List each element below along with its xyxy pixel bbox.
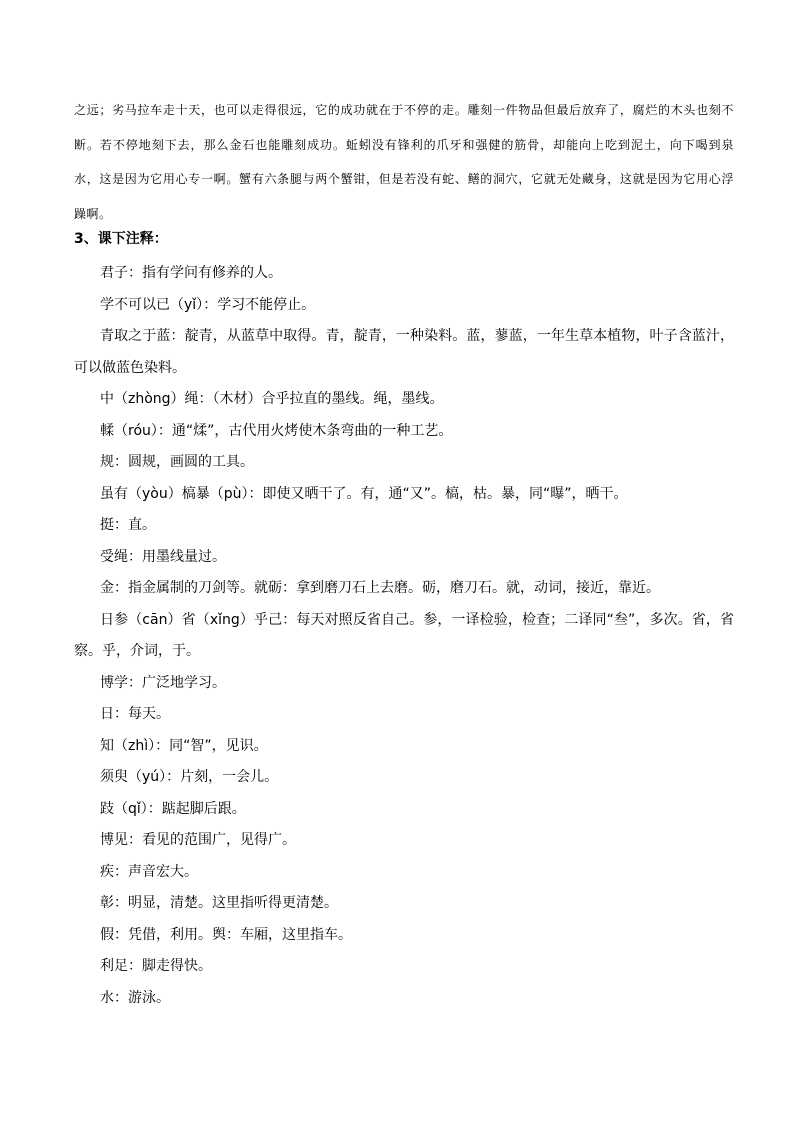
annotation-term: 假 <box>100 926 114 943</box>
annotation-definition: 同“智”，见识。 <box>169 737 268 754</box>
annotation-term: 金 <box>100 580 114 596</box>
annotation-item <box>74 321 734 384</box>
annotation-term: 受绳 <box>100 548 128 565</box>
annotation-definition: 靛青，从蓝草中取得。青，靛青，一种染料。蓝，蓼蓝，一年生草本植物，叶子含蓝汁，可以做蓝色染料。 <box>74 328 735 376</box>
annotation-item <box>74 290 734 322</box>
annotation-item <box>74 731 734 763</box>
annotation-term: 博学 <box>100 674 128 691</box>
annotation-term: 日参（cān）省（xǐng）乎己 <box>100 611 283 628</box>
annotation-separator: ： <box>128 958 142 974</box>
annotation-separator: ： <box>203 296 218 313</box>
annotation-definition: 每天对照反省自己。参，一译检验，检查；二译同“叁”，多次。省，省察。乎，介词，于。 <box>74 611 734 659</box>
annotation-item <box>74 447 734 479</box>
annotation-separator: ： <box>128 832 142 848</box>
annotation-definition: 踮起脚后跟。 <box>161 800 246 817</box>
annotation-term: 青取之于蓝 <box>100 328 171 344</box>
annotation-separator: ： <box>282 611 297 628</box>
annotation-definition: 脚走得快。 <box>142 958 212 974</box>
annotation-definition: 直。 <box>128 517 156 533</box>
annotation-term: 须臾（yú） <box>100 769 167 785</box>
annotation-definition: 凭借，利用。舆：车厢，这里指车。 <box>128 926 352 943</box>
annotation-definition: 用墨线量过。 <box>142 548 226 565</box>
annotation-item <box>74 983 734 1015</box>
annotation-item <box>74 668 734 700</box>
annotation-term: 知（zhì） <box>100 737 156 754</box>
annotation-term: 利足 <box>100 958 128 974</box>
annotation-separator: ： <box>128 265 142 281</box>
annotation-separator: ： <box>114 580 128 596</box>
annotation-term: 虽有（yòu）槁暴（pù） <box>100 485 249 502</box>
annotation-definition: 看见的范围广，见得广。 <box>142 832 296 848</box>
annotation-separator: ： <box>147 800 162 817</box>
annotation-item <box>74 416 734 448</box>
annotation-separator: ： <box>155 737 170 754</box>
annotation-separator: ： <box>198 391 213 407</box>
annotation-separator: ： <box>114 454 128 470</box>
annotation-term: 彰 <box>100 895 114 911</box>
annotation-item <box>74 857 734 889</box>
annotation-separator: ： <box>114 706 128 722</box>
section-heading: 3、课下注释： <box>74 231 168 247</box>
annotation-list <box>74 258 734 1014</box>
annotation-item <box>74 573 734 605</box>
annotation-separator: ： <box>128 674 142 691</box>
annotation-term: 挺 <box>100 517 114 533</box>
annotation-item <box>74 605 734 668</box>
annotation-definition: 指金属制的刀剑等。就砺：拿到磨刀石上去磨。砺，磨刀石。就，动词，接近，靠近。 <box>128 580 660 596</box>
annotation-item <box>74 258 734 290</box>
annotation-separator: ： <box>114 895 128 911</box>
annotation-term: 疾 <box>100 863 114 880</box>
annotation-term: 学不可以已（yǐ） <box>100 296 204 313</box>
annotation-item <box>74 542 734 574</box>
annotation-term: 博见 <box>100 832 128 848</box>
annotation-term: 君子 <box>100 265 128 281</box>
annotation-separator: ： <box>157 422 172 439</box>
annotation-term: 水 <box>100 989 114 1006</box>
annotation-separator: ： <box>166 769 181 785</box>
annotation-item <box>74 825 734 857</box>
annotation-item <box>74 384 734 416</box>
annotation-separator: ： <box>114 926 128 943</box>
annotation-separator: ： <box>114 863 128 880</box>
annotation-definition: 通“煣”，古代用火烤使木条弯曲的一种工艺。 <box>171 422 453 439</box>
annotation-definition: 游泳。 <box>128 989 170 1006</box>
annotation-item <box>74 479 734 511</box>
annotation-definition: 圆规，画圆的工具。 <box>128 454 254 470</box>
intro-text: 之远；劣马拉车走十天，也可以走得很远，它的成功就在于不停的走。雕刻一件物品但最后放弃了，腐烂的木头也刻不断。若不停地刻下去，那么金石也能雕刻成功。蚯蚓没有锋利的爪牙和强健的筋骨，却能向上吃到泥土，向下喝到泉水，这是因为它用心专一啊。蟹有六条腿与两个蟹钳，但是若没有蛇、鳝的洞穴，它就无处藏身，这就是因为它用心浮躁啊。 <box>74 103 734 221</box>
annotation-item <box>74 699 734 731</box>
annotation-definition: 即使又晒干了。有，通“又”。槁，枯。暴，同“曝”，晒干。 <box>262 485 628 502</box>
annotation-definition: 明显，清楚。这里指听得更清楚。 <box>128 895 338 911</box>
annotation-item <box>74 794 734 826</box>
annotation-item <box>74 888 734 920</box>
annotation-separator: ： <box>114 517 128 533</box>
annotation-term: 跂（qǐ） <box>100 800 148 817</box>
annotation-definition: 每天。 <box>128 706 170 722</box>
annotation-item <box>74 510 734 542</box>
annotation-definition: 指有学问有修养的人。 <box>142 265 282 281</box>
annotation-term: 规 <box>100 454 114 470</box>
annotation-term: 輮（róu） <box>100 422 158 439</box>
annotation-definition: 学习不能停止。 <box>217 296 316 313</box>
annotation-definition: （木材）合乎拉直的墨线。绳，墨线。 <box>212 391 444 407</box>
annotation-definition: 片刻，一会儿。 <box>180 769 279 785</box>
annotation-separator: ： <box>128 548 142 565</box>
annotation-separator: ： <box>170 328 185 344</box>
annotation-definition: 广泛地学习。 <box>142 674 226 691</box>
annotation-definition: 声音宏大。 <box>128 863 198 880</box>
annotation-item <box>74 920 734 952</box>
annotation-item <box>74 951 734 983</box>
annotation-separator: ： <box>248 485 263 502</box>
annotation-item <box>74 762 734 794</box>
annotation-term: 中（zhòng）绳 <box>100 391 199 407</box>
annotation-separator: ： <box>114 989 128 1006</box>
annotation-term: 日 <box>100 706 114 722</box>
intro-paragraph <box>74 93 734 231</box>
